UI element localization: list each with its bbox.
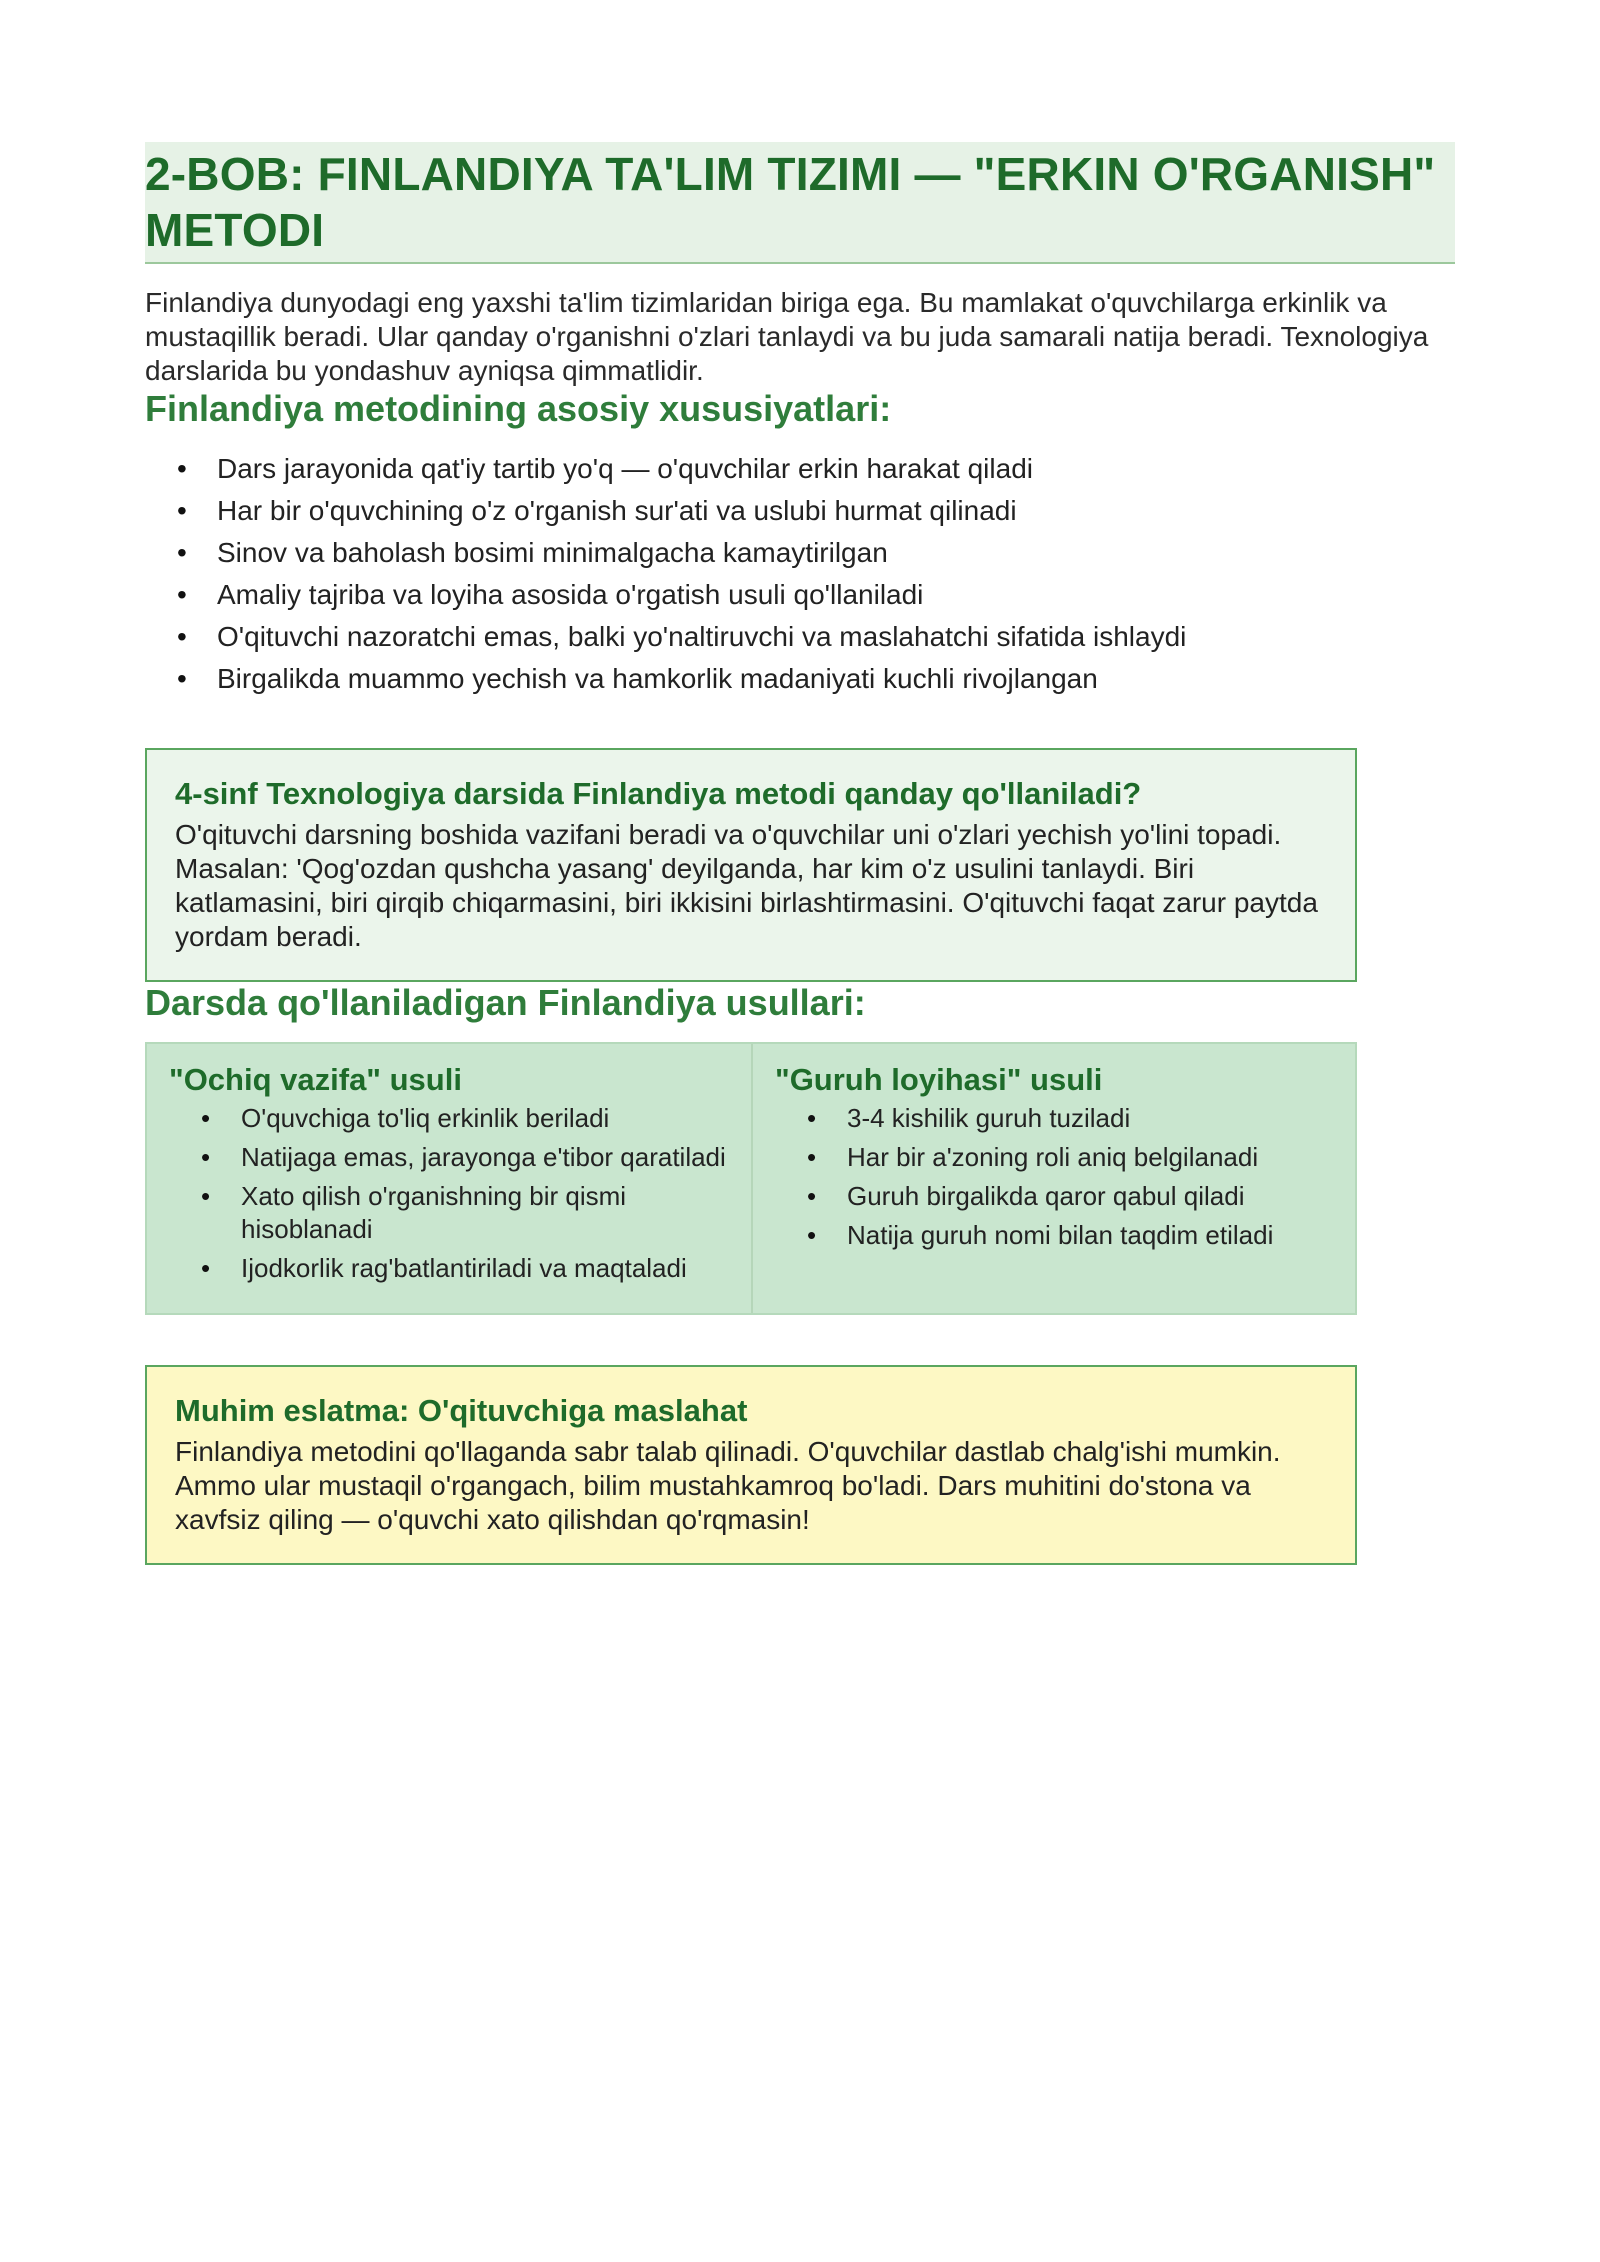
- list-item: • O'quvchiga to'liq erkinlik beriladi: [201, 1102, 731, 1135]
- method-column-group-project: [751, 1044, 1355, 1313]
- method-list: [775, 1102, 1335, 1252]
- note-box: [145, 1365, 1357, 1565]
- chapter-intro: Finlandiya dunyodagi eng yaxshi ta'lim tizimlaridan biriga ega. Bu mamlakat o'quvchilarga erkinlik va mustaqillik beradi. Ular qanday o'rganishni o'zlari tanlaydi va bu juda samarali natija beradi. Texnologiya darslarida bu yondashuv ayniqsa qimmatlidir.: [145, 287, 1429, 386]
- method-title: "Guruh loyihasi" usuli: [775, 1062, 1103, 1097]
- list-item: • Guruh birgalikda qaror qabul qiladi: [807, 1180, 1335, 1213]
- chapter-title-band: [145, 142, 1455, 264]
- document-page: [145, 142, 1455, 1565]
- note-title: Muhim eslatma: O'qituvchiga maslahat: [175, 1393, 748, 1428]
- list-item: • Amaliy tajriba va loyiha asosida o'rgatish usuli qo'llaniladi: [177, 574, 1455, 616]
- list-item: • Ijodkorlik rag'batlantiriladi va maqtaladi: [201, 1252, 731, 1285]
- features-heading: Finlandiya metodining asosiy xususiyatlari:: [145, 388, 892, 429]
- note-text: Finlandiya metodini qo'llaganda sabr talab qilinadi. O'quvchilar dastlab chalg'ishi mumkin. Ammo ular mustaqil o'rgangach, bilim mustahkamroq bo'ladi. Dars muhitini do'stona va xavfsiz qiling — o'quvchi xato qilishdan qo'rqmasin!: [175, 1436, 1281, 1535]
- info-box-text: O'qituvchi darsning boshida vazifani beradi va o'quvchilar uni o'zlari yechish yo'lini topadi. Masalan: 'Qog'ozdan qushcha yasang' deyilganda, har kim o'z usulini tanlaydi. Biri katlamasini, biri qirqib chiqarmasini, biri ikkisini birlashtirmasini. O'qituvchi faqat zarur paytda yordam beradi.: [175, 819, 1318, 952]
- method-title: "Ochiq vazifa" usuli: [169, 1062, 462, 1097]
- list-item: • Har bir a'zoning roli aniq belgilanadi: [807, 1141, 1335, 1174]
- list-item: • O'qituvchi nazoratchi emas, balki yo'naltiruvchi va maslahatchi sifatida ishlaydi: [177, 616, 1455, 658]
- list-item: • Har bir o'quvchining o'z o'rganish sur'ati va uslubi hurmat qilinadi: [177, 490, 1455, 532]
- list-item: • Xato qilish o'rganishning bir qismi hisoblanadi: [201, 1180, 731, 1246]
- features-list: [145, 448, 1455, 700]
- list-item: • Dars jarayonida qat'iy tartib yo'q — o'quvchilar erkin harakat qiladi: [177, 448, 1455, 490]
- method-list: [169, 1102, 731, 1285]
- list-item: • Natija guruh nomi bilan taqdim etiladi: [807, 1219, 1335, 1252]
- method-column-open-task: [147, 1044, 751, 1313]
- chapter-title: 2-BOB: FINLANDIYA TA'LIM TIZIMI — "ERKIN O'RGANISH" METODI: [145, 148, 1436, 256]
- info-box: [145, 748, 1357, 982]
- list-item: • Sinov va baholash bosimi minimalgacha kamaytirilgan: [177, 532, 1455, 574]
- list-item: • Birgalikda muammo yechish va hamkorlik madaniyati kuchli rivojlangan: [177, 658, 1455, 700]
- info-box-title: 4-sinf Texnologiya darsida Finlandiya metodi qanday qo'llaniladi?: [175, 776, 1142, 811]
- methods-heading: Darsda qo'llaniladigan Finlandiya usullari:: [145, 982, 866, 1023]
- list-item: • Natijaga emas, jarayonga e'tibor qaratiladi: [201, 1141, 731, 1174]
- list-item: • 3-4 kishilik guruh tuziladi: [807, 1102, 1335, 1135]
- methods-table: [145, 1042, 1357, 1315]
